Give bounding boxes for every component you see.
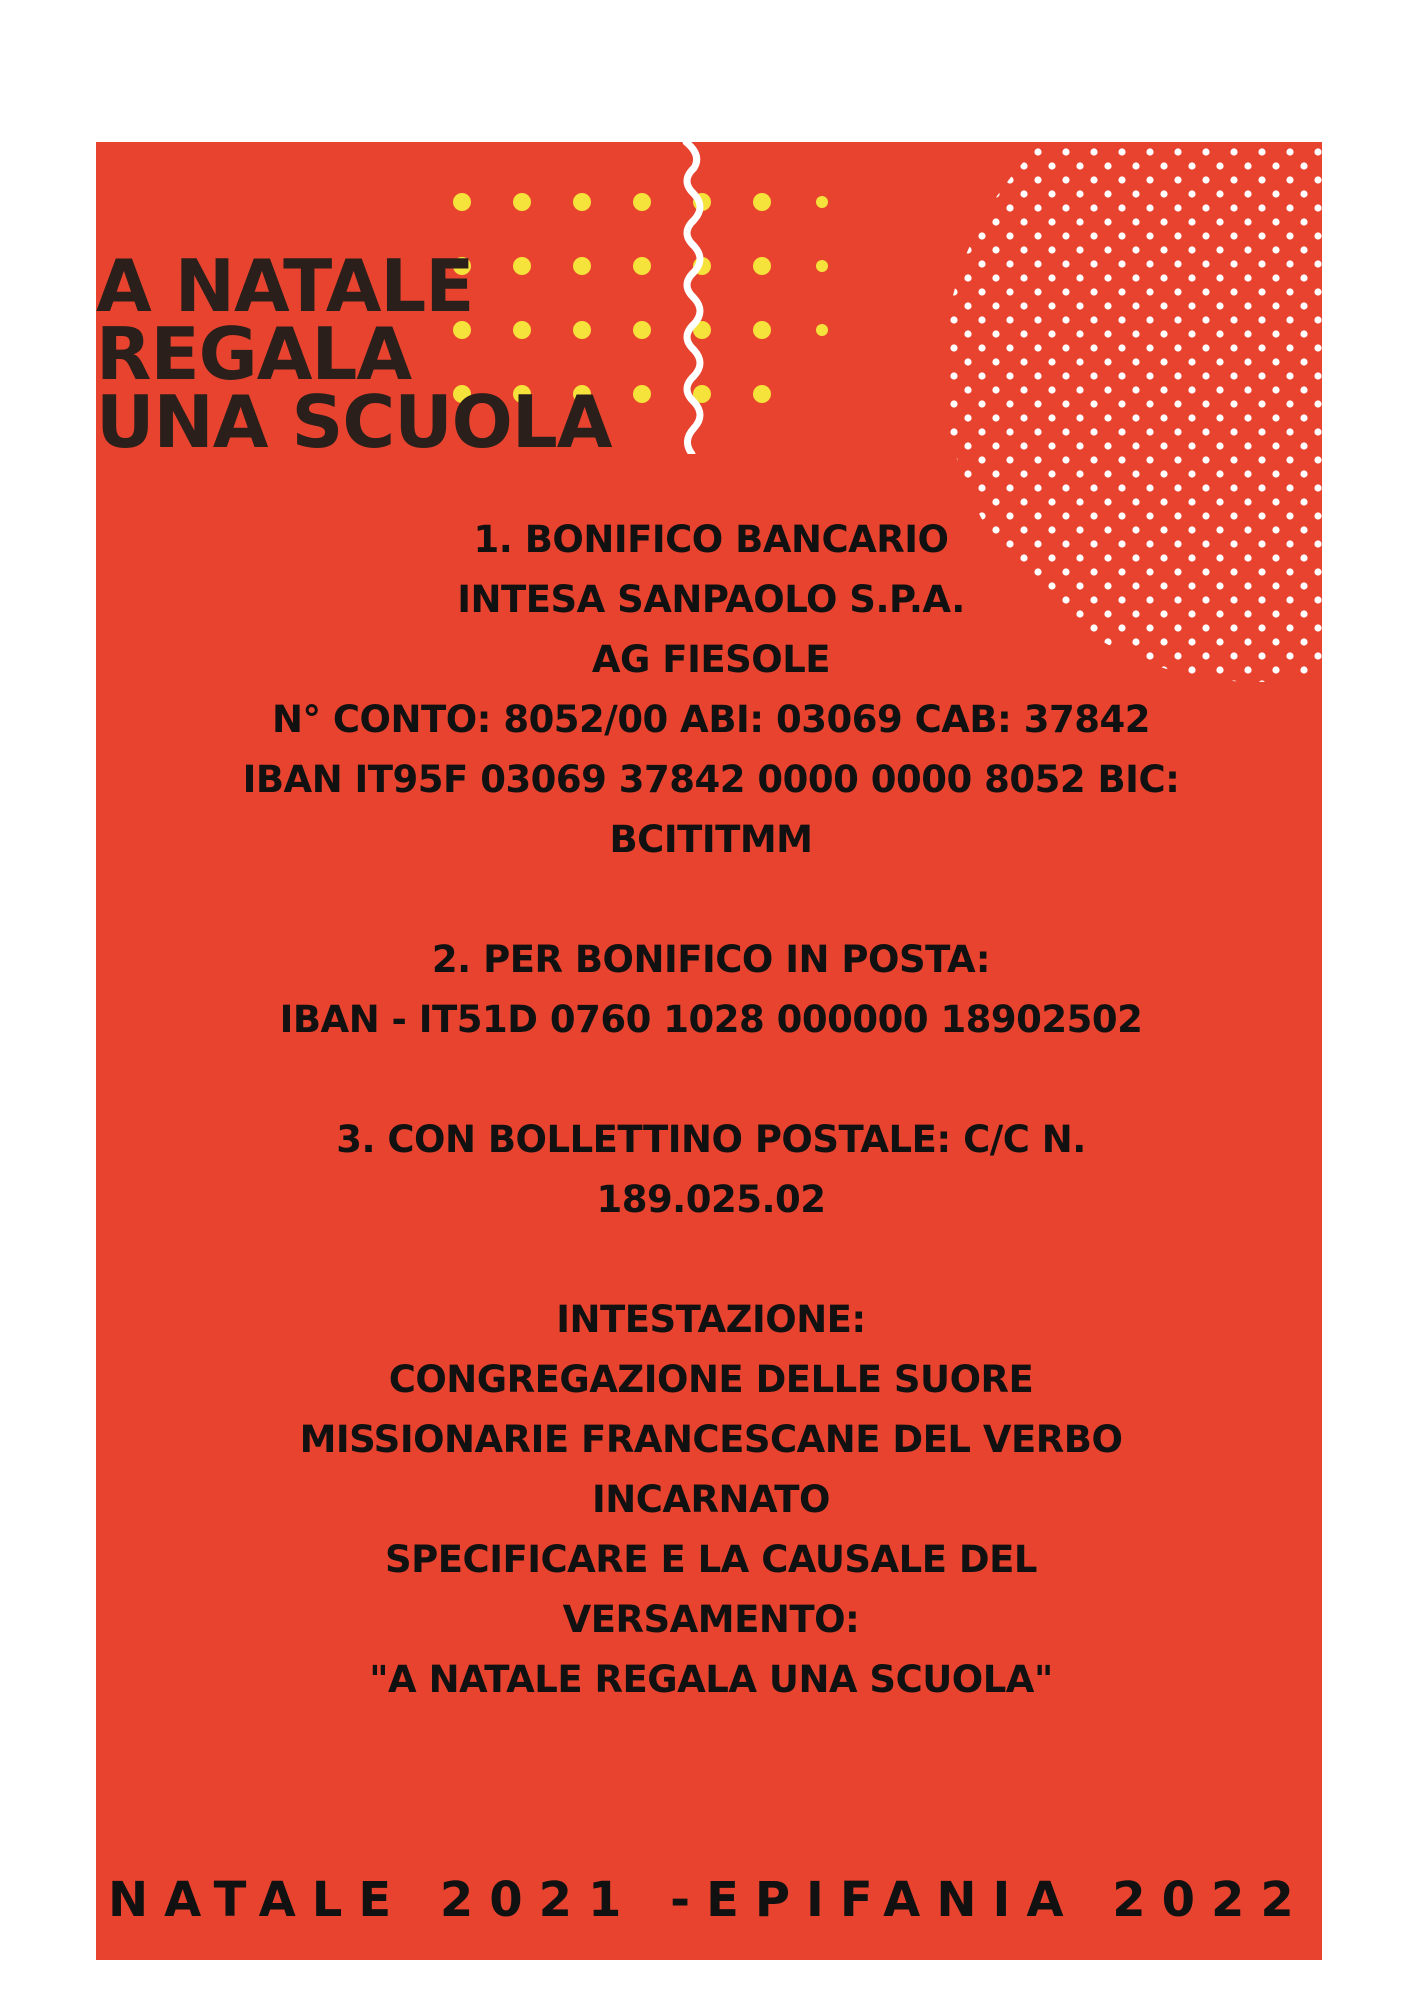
- text-line: CONGREGAZIONE DELLE SUORE: [388, 1358, 1034, 1401]
- text-line: INCARNATO: [592, 1478, 830, 1521]
- poster-title: [96, 244, 612, 464]
- title-line-1: A NATALE: [96, 244, 474, 328]
- text-line: SPECIFICARE E LA CAUSALE DEL: [385, 1538, 1037, 1581]
- white-wave-line: [674, 142, 714, 454]
- text-line: 3. CON BOLLETTINO POSTALE: C/C N.: [336, 1118, 1086, 1161]
- section-postal-slip: [156, 1110, 1266, 1230]
- text-line: "A NATALE REGALA UNA SCUOLA": [369, 1658, 1053, 1701]
- text-line: INTESA SANPAOLO S.P.A.: [457, 578, 965, 621]
- text-line: IBAN IT95F 03069 37842 0000 0000 8052 BIC:: [242, 758, 1180, 801]
- text-line: 1. BONIFICO BANCARIO: [473, 518, 949, 561]
- spacer: [156, 1230, 1266, 1290]
- section-bank-transfer: [156, 510, 1266, 870]
- text-line: VERSAMENTO:: [562, 1598, 860, 1641]
- section-beneficiary: [156, 1290, 1266, 1710]
- spacer: [156, 1050, 1266, 1110]
- spacer: [156, 870, 1266, 930]
- text-line: 2. PER BONIFICO IN POSTA:: [431, 938, 991, 981]
- text-line: MISSIONARIE FRANCESCANE DEL VERBO: [299, 1418, 1123, 1461]
- payment-instructions: [156, 510, 1266, 1710]
- text-line: INTESTAZIONE:: [556, 1298, 866, 1341]
- poster: [96, 142, 1322, 1960]
- text-line: BCITITMM: [609, 818, 813, 861]
- section-postal-transfer: [156, 930, 1266, 1050]
- text-line: 189.025.02: [596, 1178, 826, 1221]
- text-line: AG FIESOLE: [591, 638, 831, 681]
- title-line-3: UNA SCUOLA: [96, 380, 612, 464]
- text-line: N° CONTO: 8052/00 ABI: 03069 CAB: 37842: [272, 698, 1150, 741]
- footer-dates: NATALE 2021 -EPIFANIA 2022: [108, 1872, 1310, 1928]
- text-line: IBAN - IT51D 0760 1028 000000 18902502: [279, 998, 1143, 1041]
- title-line-2: REGALA: [96, 312, 412, 396]
